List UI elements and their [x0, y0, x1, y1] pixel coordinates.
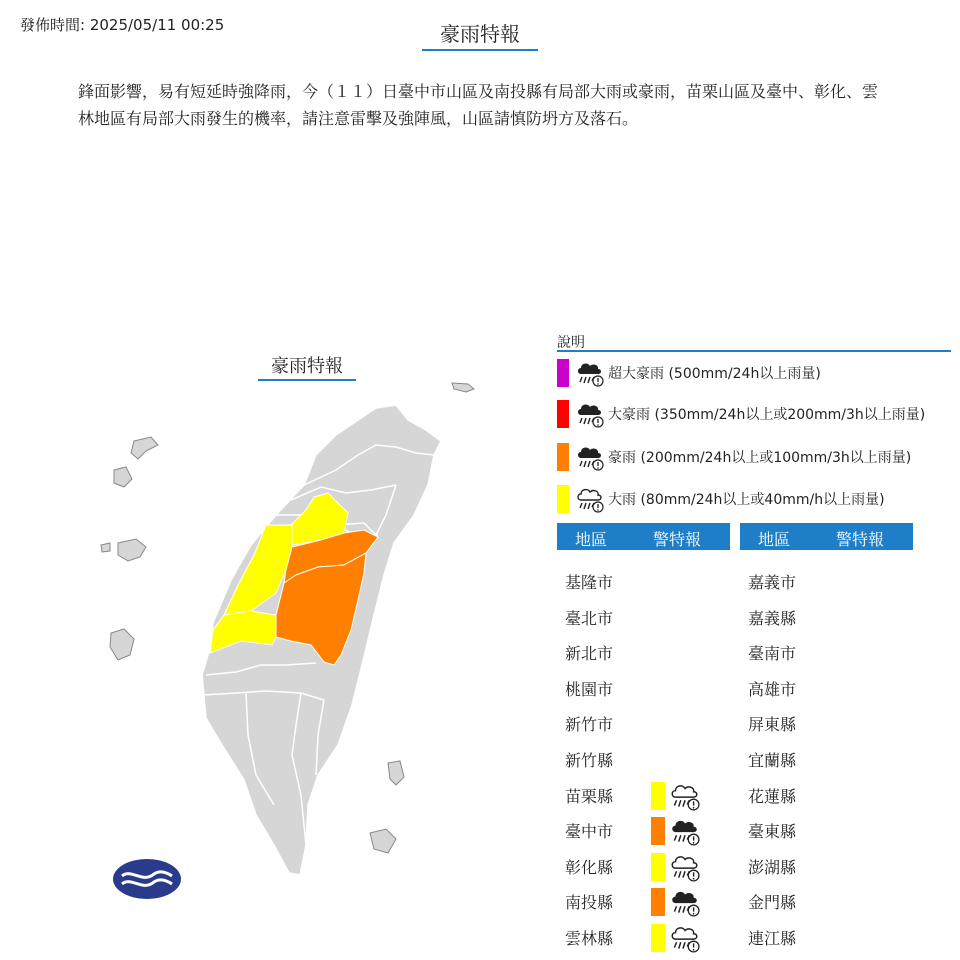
region-name: 屏東縣 [748, 715, 797, 735]
legend-swatch [557, 485, 569, 513]
heavy-rain-icon [574, 358, 604, 388]
island-pengjia [452, 383, 474, 392]
island-orchid [370, 829, 396, 853]
legend-item [557, 399, 925, 429]
island-penghu-a [114, 467, 132, 487]
region-name: 高雄市 [748, 679, 797, 699]
legend-swatch [557, 443, 569, 471]
region-name: 金門縣 [748, 893, 797, 913]
warning-level-bar [651, 924, 665, 952]
legend-label: 大雨 (80mm/24h以上或40mm/h以上雨量) [608, 492, 885, 508]
region-name: 苗栗縣 [565, 786, 614, 806]
island-penghu-c [118, 539, 146, 561]
legend-title: 說明 [557, 335, 585, 351]
island-penghu-b [101, 543, 110, 552]
heavy-rain-icon [668, 815, 700, 847]
heavy-rain-icon [574, 399, 604, 429]
region-name: 花蓮縣 [748, 786, 797, 806]
rain-outline-icon [668, 851, 700, 883]
legend-swatch [557, 400, 569, 428]
warning-level-bar [651, 817, 665, 845]
region-name: 臺北市 [565, 608, 614, 628]
region-name: 嘉義市 [748, 573, 797, 592]
heavy-rain-icon [668, 886, 700, 918]
region-name: 臺東縣 [748, 822, 797, 842]
header-warning: 警特報 [653, 530, 702, 549]
island-penghu-d [110, 629, 134, 660]
region-name: 澎湖縣 [748, 857, 797, 877]
region-name: 新竹市 [565, 715, 614, 735]
region-name: 連江縣 [748, 929, 797, 948]
header-region: 地區 [575, 530, 608, 549]
region-name: 雲林縣 [565, 929, 614, 948]
warning-level-bar [651, 782, 665, 810]
legend-label: 大豪雨 (350mm/24h以上或200mm/3h以上雨量) [608, 407, 926, 423]
legend-swatch [557, 359, 569, 387]
rain-outline-icon [668, 780, 700, 812]
region-name: 嘉義縣 [748, 608, 797, 628]
table-header-right [740, 523, 913, 550]
legend-label: 豪雨 (200mm/24h以上或100mm/3h以上雨量) [608, 450, 912, 466]
legend-underline [557, 350, 951, 352]
cwa-logo [112, 858, 182, 900]
region-name: 臺中市 [565, 822, 614, 842]
region-name: 宜蘭縣 [748, 751, 797, 770]
region-name: 南投縣 [565, 893, 614, 913]
warning-level-bar [651, 888, 665, 916]
island-penghu-north [131, 437, 158, 459]
region-name: 新竹縣 [565, 751, 614, 770]
legend-label: 超大豪雨 (500mm/24h以上雨量) [608, 366, 821, 382]
page-title: 豪雨特報 [422, 18, 538, 51]
warning-description: 鋒面影響，易有短延時強降雨，今（１１）日臺中市山區及南投縣有局部大雨或豪雨，苗栗山區及臺中、彰化、雲林地區有局部大雨發生的機率，請注意雷擊及強陣風，山區請慎防坍方及落石。 [78, 82, 879, 128]
region-name: 基隆市 [565, 573, 614, 592]
table-header-left [557, 523, 730, 550]
legend-item [557, 358, 821, 388]
warning-level-bar [651, 853, 665, 881]
region-name: 桃園市 [565, 679, 614, 699]
island-green [388, 761, 404, 785]
region-name: 彰化縣 [565, 857, 614, 877]
legend-item [557, 484, 885, 514]
legend-item [557, 442, 911, 472]
header-warning: 警特報 [836, 530, 885, 549]
taiwan-warning-map [96, 375, 486, 915]
map-title: 豪雨特報 [258, 352, 356, 381]
rain-outline-icon [668, 922, 700, 954]
region-name: 新北市 [565, 644, 614, 664]
issue-time: 發佈時間: 2025/05/11 00:25 [20, 16, 225, 34]
rain-outline-icon [574, 484, 604, 514]
header-region: 地區 [758, 530, 791, 549]
region-name: 臺南市 [748, 644, 797, 664]
heavy-rain-icon [574, 442, 604, 472]
